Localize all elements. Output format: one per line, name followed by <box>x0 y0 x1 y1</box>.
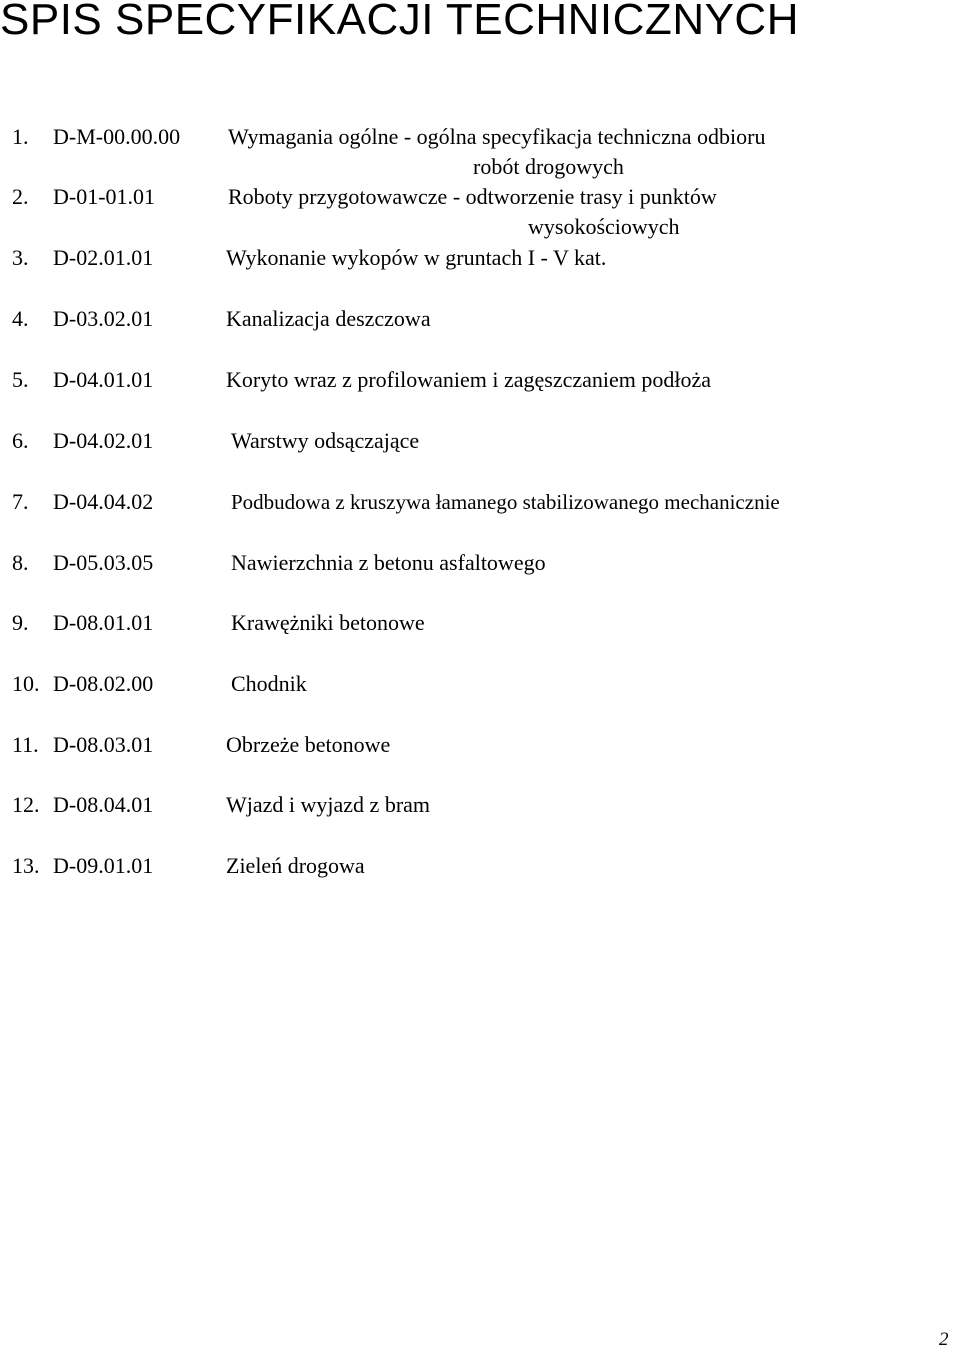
item-number: 2. <box>12 184 29 209</box>
item-code: D-05.03.05 <box>53 550 154 575</box>
item-name: Zieleń drogowa <box>226 853 365 878</box>
item-code: D-08.03.01 <box>53 732 154 757</box>
item-name-continuation: robót drogowych <box>473 154 624 179</box>
item-code: D-04.04.02 <box>53 489 154 514</box>
item-name: Roboty przygotowawcze - odtworzenie trasy i punktów <box>228 184 717 209</box>
item-code: D-08.01.01 <box>53 610 154 635</box>
item-name: Obrzeże betonowe <box>226 732 391 757</box>
item-name: Wymagania ogólne - ogólna specyfikacja techniczna odbioru <box>228 124 766 149</box>
item-number: 5. <box>12 367 29 392</box>
item-name: Krawężniki betonowe <box>231 610 425 635</box>
item-number: 3. <box>12 245 29 270</box>
item-number: 1. <box>12 124 29 149</box>
item-number: 6. <box>12 428 29 453</box>
item-code: D-08.02.00 <box>53 671 154 696</box>
item-name: Kanalizacja deszczowa <box>226 306 431 331</box>
item-name: Warstwy odsączające <box>231 428 420 453</box>
item-number: 4. <box>12 306 29 331</box>
item-code: D-09.01.01 <box>53 853 154 878</box>
item-name: Podbudowa z kruszywa łamanego stabilizowanego mechanicznie <box>231 490 780 514</box>
item-name: Nawierzchnia z betonu asfaltowego <box>231 550 546 575</box>
item-number: 13. <box>12 853 40 878</box>
page-title: SPIS SPECYFIKACJI TECHNICZNYCH <box>0 0 799 44</box>
item-number: 9. <box>12 610 29 635</box>
item-number: 10. <box>12 671 40 696</box>
item-code: D-01-01.01 <box>53 184 156 209</box>
page-number: 2 <box>939 1329 949 1350</box>
item-name: Wykonanie wykopów w gruntach I - V kat. <box>226 245 607 270</box>
item-code: D-04.01.01 <box>53 367 154 392</box>
item-number: 8. <box>12 550 29 575</box>
item-code: D-03.02.01 <box>53 306 154 331</box>
item-name: Wjazd i wyjazd z bram <box>226 792 431 817</box>
item-number: 12. <box>12 792 40 817</box>
item-number: 7. <box>12 489 29 514</box>
item-code: D-08.04.01 <box>53 792 154 817</box>
item-name: Koryto wraz z profilowaniem i zagęszczaniem podłoża <box>226 367 712 392</box>
item-code: D-04.02.01 <box>53 428 154 453</box>
item-code: D-02.01.01 <box>53 245 154 270</box>
item-number: 11. <box>12 732 39 757</box>
item-name: Chodnik <box>231 671 307 696</box>
item-name-continuation: wysokościowych <box>528 214 680 239</box>
item-code: D-M-00.00.00 <box>53 124 181 149</box>
